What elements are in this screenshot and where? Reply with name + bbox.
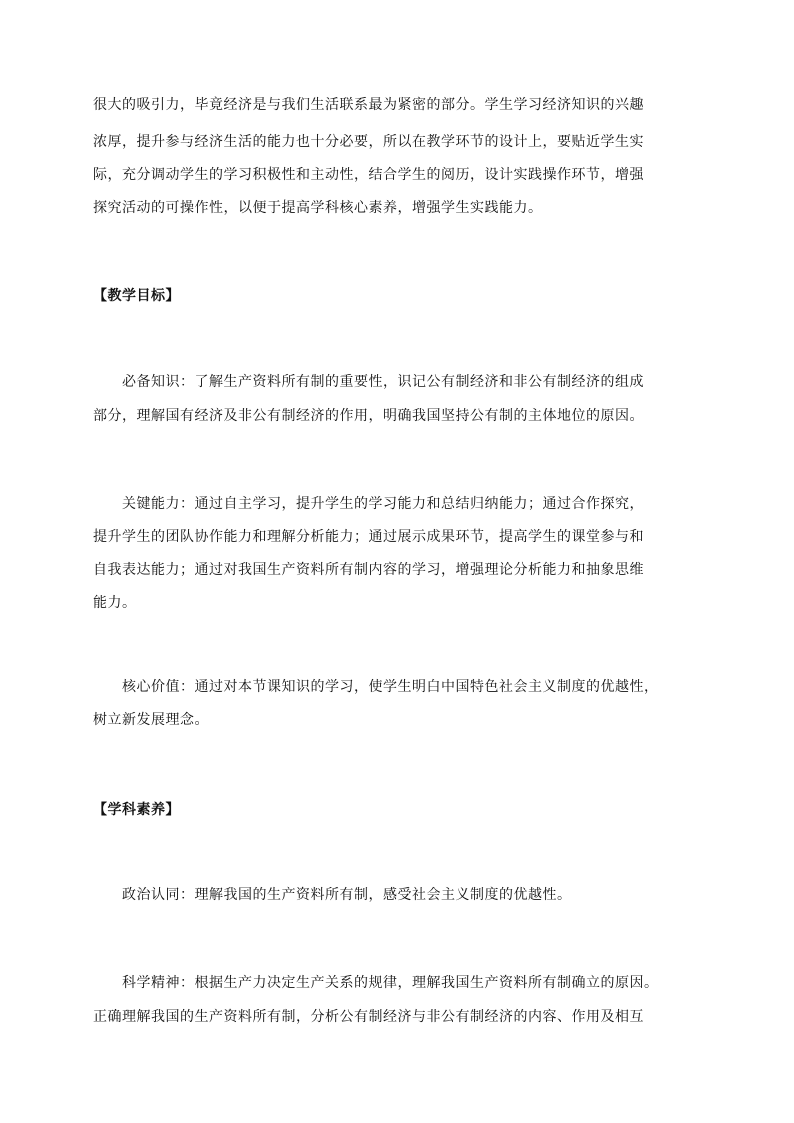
section-heading-goals: 【教学目标】 (93, 288, 180, 304)
science-line-1: 科学精神：根据生产力决定生产关系的规律，理解我国生产资料所有制确立的原因。 (122, 975, 659, 991)
section-heading-literacy: 【学科素养】 (93, 802, 180, 818)
ability-line-1: 关键能力：通过自主学习，提升学生的学习能力和总结归纳能力；通过合作探究， (122, 496, 644, 512)
intro-line-2: 浓厚，提升参与经济生活的能力也十分必要，所以在教学环节的设计上，要贴近学生实 (93, 134, 644, 150)
ability-line-3: 自我表达能力；通过对我国生产资料所有制内容的学习，增强理论分析能力和抽象思维 (93, 562, 644, 578)
knowledge-line-1: 必备知识：了解生产资料所有制的重要性，识记公有制经济和非公有制经济的组成 (122, 374, 644, 390)
ability-line-4: 能力。 (93, 595, 137, 611)
intro-line-1: 很大的吸引力，毕竟经济是与我们生活联系最为紧密的部分。学生学习经济知识的兴趣 (93, 97, 644, 113)
intro-line-3: 际，充分调动学生的学习积极性和主动性，结合学生的阅历，设计实践操作环节，增强 (93, 167, 644, 183)
science-line-2: 正确理解我国的生产资料所有制，分析公有制经济与非公有制经济的内容、作用及相互 (93, 1009, 644, 1025)
values-line-1: 核心价值：通过对本节课知识的学习，使学生明白中国特色社会主义制度的优越性， (122, 679, 659, 695)
ability-line-2: 提升学生的团队协作能力和理解分析能力；通过展示成果环节，提高学生的课堂参与和 (93, 529, 644, 545)
intro-line-4: 探究活动的可操作性，以便于提高学科核心素养，增强学生实践能力。 (93, 200, 543, 216)
political-line-1: 政治认同：理解我国的生产资料所有制，感受社会主义制度的优越性。 (122, 887, 572, 903)
knowledge-line-2: 部分，理解国有经济及非公有制经济的作用，明确我国坚持公有制的主体地位的原因。 (93, 408, 644, 424)
values-line-2: 树立新发展理念。 (93, 712, 209, 728)
